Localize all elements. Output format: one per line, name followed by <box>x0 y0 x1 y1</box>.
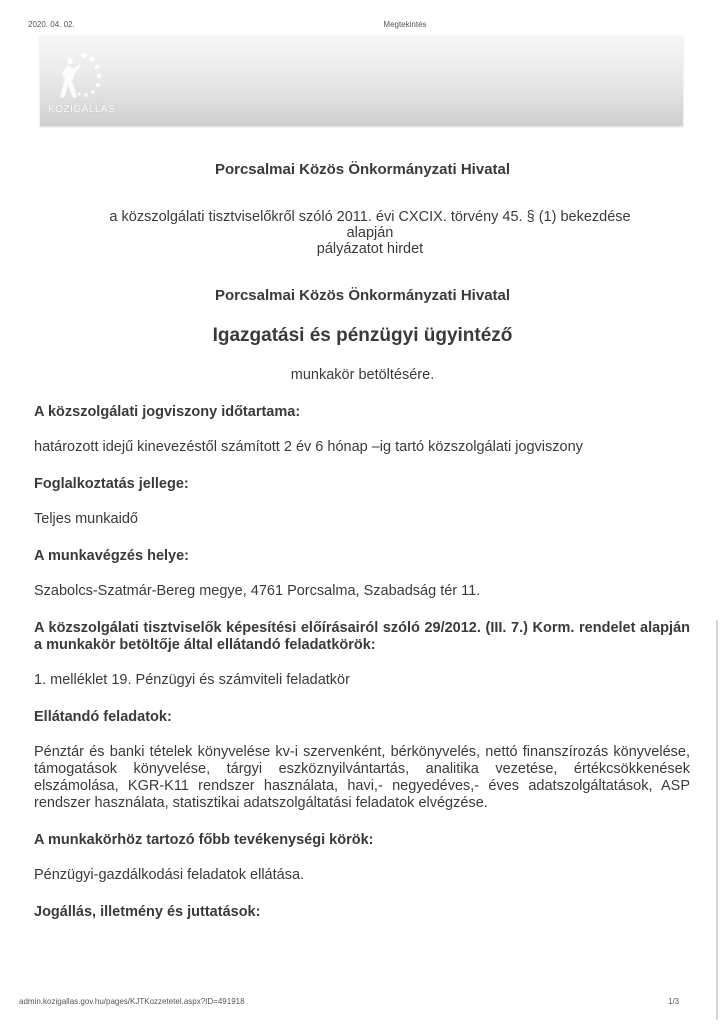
job-title: Igazgatási és pénzügyi ügyintéző <box>212 325 513 346</box>
footer-url: admin.kozigallas.gov.hu/pages/KJTKozzetetel.aspx?ID=491918 <box>19 997 245 1006</box>
section-body-main-activities: Pénzügyi-gazdálkodási feladatok ellátása. <box>34 867 305 883</box>
section-body-employment-type: Teljes munkaidő <box>34 511 138 527</box>
section-heading-employment-type: Foglalkoztatás jellege: <box>34 476 189 492</box>
footer-page-number: 1/3 <box>668 997 680 1006</box>
section-body-workplace: Szabolcs-Szatmár-Bereg megye, 4761 Porcsalma, Szabadság tér 11. <box>34 583 481 599</box>
section-body-tasks: Pénztár és banki tételek könyvelése kv-i szervenként, bérkönyvelés, nettó finanszírozás könyvelése, támogatások könyvelése, tárgyi eszköznyilvántartás, analitika vezetése, értékcsökkenések elszámolása, KGR-K11 rendszer használata, havi,- negyedéves,- éves adatszolgáltatások, ASP rendszer használata, statisztikai adatszolgáltatási feladatok elvégzése. <box>34 744 690 811</box>
organization-title: Porcsalmai Közös Önkormányzati Hivatal <box>214 161 511 178</box>
section-heading-duration: A közszolgálati jogviszony időtartama: <box>34 404 301 420</box>
intro-line: alapján <box>346 225 394 241</box>
print-date: 2020. 04. 02. <box>28 20 75 29</box>
section-body-qualification-decree: 1. melléklet 19. Pénzügyi és számviteli feladatkör <box>34 672 350 688</box>
intro-line: pályázatot hirdet <box>316 241 424 257</box>
page-edge-line <box>716 620 718 1020</box>
section-heading-qualification-decree: A közszolgálati tisztviselők képesítési előírásairól szóló 29/2012. (III. 7.) Korm. rendelet alapján a munkakör betöltője által ellátandó feladatkörök: <box>34 620 690 653</box>
section-heading-main-activities: A munkakörhöz tartozó főbb tevékenységi körök: <box>34 832 374 848</box>
intro-text <box>40 209 700 257</box>
section-heading-tasks: Ellátandó feladatok: <box>34 709 172 725</box>
document-content <box>34 404 690 921</box>
kozigallas-banner <box>40 35 683 126</box>
job-subtitle: munkakör betöltésére. <box>290 367 435 383</box>
print-title: Megtekintés <box>383 20 427 29</box>
section-heading-legal-status-salary: Jogállás, illetmény és juttatások: <box>34 904 261 920</box>
intro-line: a közszolgálati tisztviselőkről szóló 2011. évi CXCIX. törvény 45. § (1) bekezdése <box>109 209 631 225</box>
section-body-duration: határozott idejű kinevezéstől számított 2 év 6 hónap –ig tartó közszolgálati jogviszony <box>34 439 583 455</box>
section-heading-workplace: A munkavégzés helye: <box>34 548 189 564</box>
logo-text: KÖZIGÁLLÁS <box>48 104 116 115</box>
organization-title-repeat: Porcsalmai Közös Önkormányzati Hivatal <box>214 287 511 304</box>
